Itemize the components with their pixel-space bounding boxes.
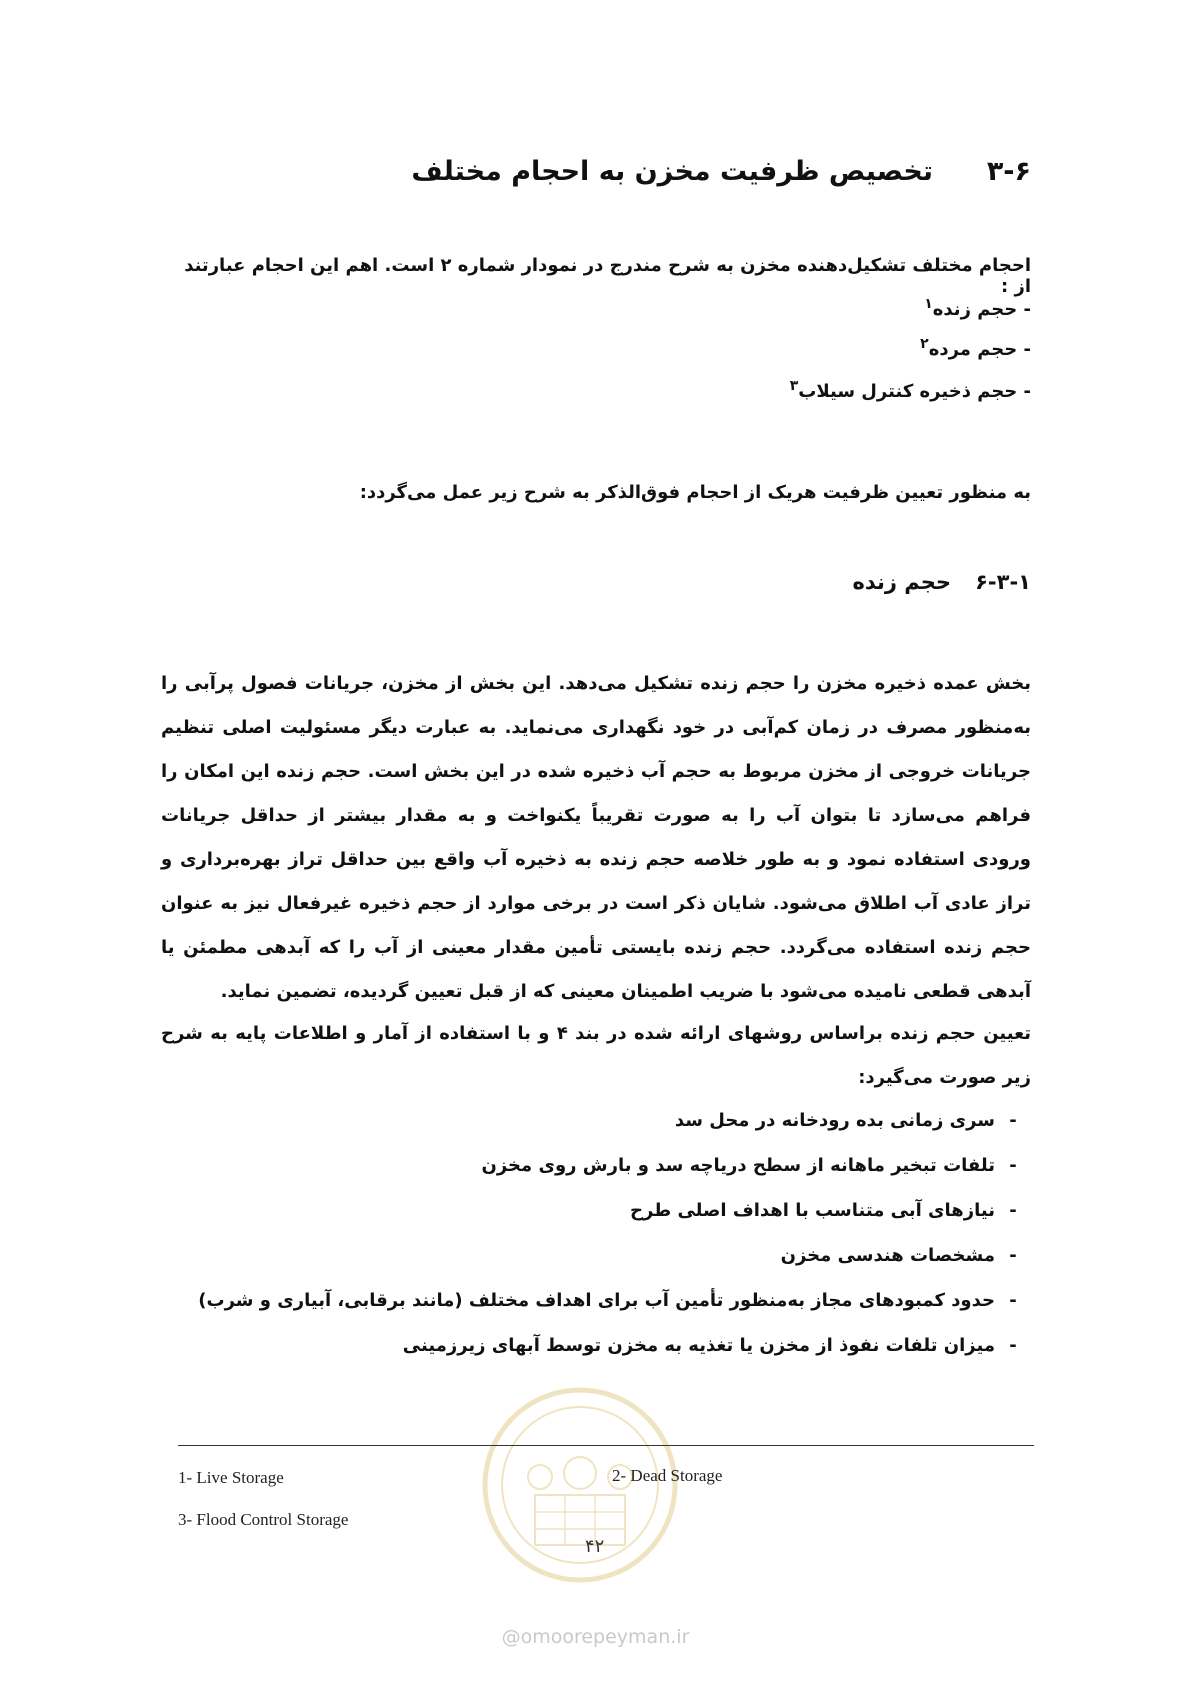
volume-label: - حجم زنده — [932, 299, 1031, 320]
list-item-text: تلفات تبخیر ماهانه از سطح دریاچه سد و بارش روی مخزن — [481, 1155, 995, 1176]
list-item: -حدود کمبودهای مجاز به‌منظور تأمین آب برای اهداف مختلف (مانند برقابی، آبیاری و شرب) — [198, 1290, 1017, 1311]
method-line: به منظور تعیین ظرفیت هریک از احجام فوق‌الذکر به شرح زیر عمل می‌گردد: — [359, 482, 1031, 503]
list-item: -سری زمانی بده رودخانه در محل سد — [674, 1110, 1017, 1131]
subsection-number: ۶-۳-۱ — [975, 570, 1031, 594]
list-item: -تلفات تبخیر ماهانه از سطح دریاچه سد و بارش روی مخزن — [481, 1155, 1017, 1176]
section-number: ۳-۶ — [986, 156, 1031, 187]
list-item-text: مشخصات هندسی مخزن — [780, 1245, 995, 1266]
volume-label: - حجم ذخیره کنترل سیلاب — [798, 381, 1031, 402]
footnote-2: 2- Dead Storage — [612, 1466, 723, 1485]
list-item: -میزان تلفات نفوذ از مخزن یا تغذیه به مخزن توسط آبهای زیرزمینی — [402, 1335, 1017, 1356]
volume-item-dead — [920, 336, 1031, 360]
list-item-text: حدود کمبودهای مجاز به‌منظور تأمین آب برای اهداف مختلف (مانند برقابی، آبیاری و شرب) — [198, 1290, 995, 1311]
list-item-text: نیازهای آبی متناسب با اهداف اصلی طرح — [630, 1200, 995, 1221]
list-item: -مشخصات هندسی مخزن — [780, 1245, 1017, 1266]
intro-paragraph: احجام مختلف تشکیل‌دهنده مخزن به شرح مندرج در نمودار شماره ۲ است. اهم این احجام عبارتند از : — [184, 255, 1031, 297]
method-paragraph: تعیین حجم زنده براساس روشهای ارائه شده در بند ۴ و با استفاده از آمار و اطلاعات پایه به شرح زیر صورت می‌گیرد: — [161, 1023, 1032, 1088]
volume-label: - حجم مرده — [928, 339, 1031, 360]
live-storage-paragraph: بخش عمده ذخیره مخزن را حجم زنده تشکیل می‌دهد. این بخش از مخزن، جریانات فصول پرآبی را به‌منظور مصرف در زمان کم‌آبی در خود نگهداری می‌نماید. به عبارت دیگر مسئولیت اصلی تنظیم جریانات خروجی از مخزن مربوط به حجم آب ذخیره شده در این بخش است. حجم زنده این امکان را فراهم می‌سازد تا بتوان آب را به صورت تقریباً یکنواخت و به مقدار بیشتر از حداقل جریانات ورودی استفاده نمود و به طور خلاصه حجم زنده به ذخیره آب واقع بین حداقل تراز بهره‌برداری و تراز عادی آب اطلاق می‌شود. شایان ذکر است در برخی موارد از حجم ذخیره غیرفعال نیز به عنوان حجم زنده استفاده می‌گردد. حجم زنده بایستی تأمین مقدار معینی از آب را که آبدهی مطمئن یا آبدهی قطعی نامیده می‌شود با ضریب اطمینان معینی که از قبل تعیین گردیده، تضمین نماید. — [161, 673, 1031, 1002]
footnote-ref: ۲ — [920, 336, 929, 352]
footnote-3: 3- Flood Control Storage — [178, 1510, 349, 1529]
list-item: -نیازهای آبی متناسب با اهداف اصلی طرح — [630, 1200, 1017, 1221]
subsection-title: حجم زنده — [852, 570, 951, 594]
footnote-rule — [178, 1445, 1034, 1446]
footnote-1: 1- Live Storage — [178, 1468, 284, 1487]
watermark-url — [0, 1626, 1191, 1648]
requirements-list — [171, 1098, 1031, 1368]
section-title: تخصیص ظرفیت مخزن به احجام مختلف — [411, 156, 933, 187]
list-item-text: سری زمانی بده رودخانه در محل سد — [674, 1110, 995, 1131]
page-number: ۴۲ — [585, 1536, 605, 1557]
at-icon: @ — [501, 1626, 521, 1648]
footnote-ref: ۱ — [924, 296, 933, 312]
list-item-text: میزان تلفات نفوذ از مخزن یا تغذیه به مخزن توسط آبهای زیرزمینی — [402, 1335, 995, 1356]
volume-item-flood — [790, 378, 1031, 402]
footnote-ref: ۳ — [789, 378, 799, 394]
watermark-url-text: omoorepeyman.ir — [520, 1626, 690, 1648]
volume-item-live — [924, 296, 1031, 320]
